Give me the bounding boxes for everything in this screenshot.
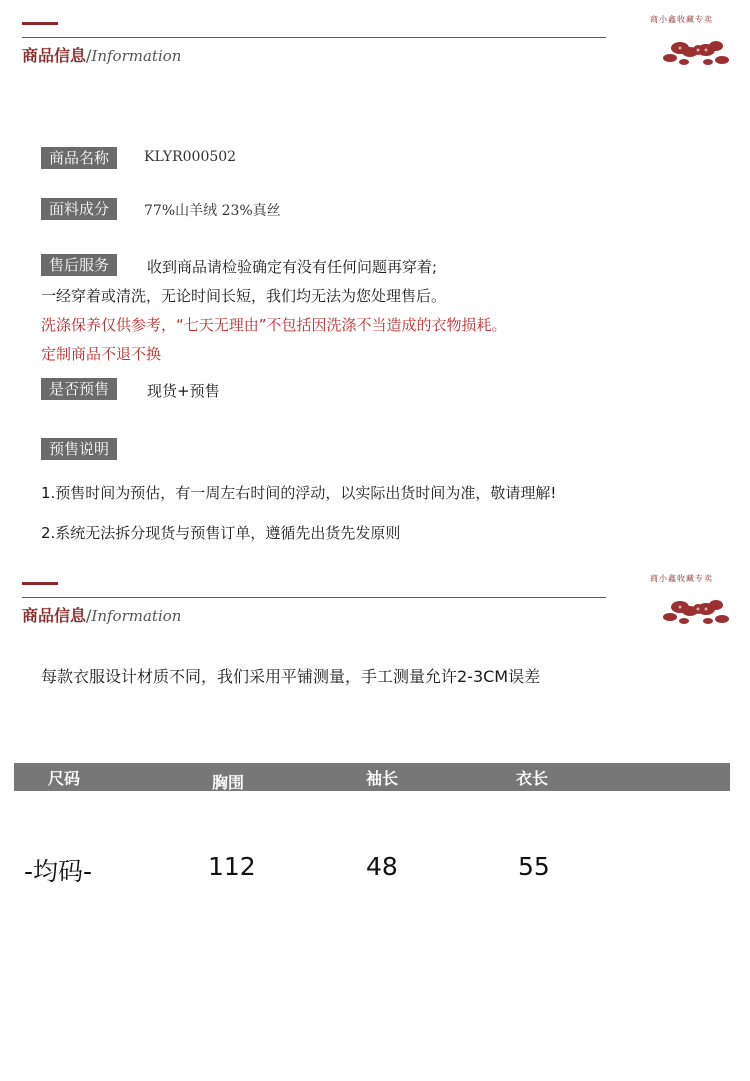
section1-accent-bar	[22, 22, 58, 25]
section1-title-slash: /	[86, 46, 92, 65]
section2-subtitle: Information	[91, 607, 182, 625]
after-sale-label: 售后服务	[41, 254, 117, 276]
size-row-chest: 112	[208, 852, 256, 881]
section2-seal-logo	[650, 573, 738, 629]
product-name-value: KLYR000502	[144, 149, 237, 165]
after-sale-line-3: 洗涤保养仅供参考，“七天无理由”不包括因洗涤不当造成的衣物损耗。	[41, 316, 507, 334]
presale-note-1: 1.预售时间为预估，有一周左右时间的浮动，以实际出货时间为准，敬请理解!	[41, 484, 557, 502]
presale-note-2: 2.系统无法拆分现货与预售订单，遵循先出货先发原则	[41, 524, 401, 542]
section1-subtitle: Information	[91, 47, 182, 65]
section2-title	[22, 603, 181, 626]
size-header-chest: 胸围	[212, 773, 245, 792]
size-header-size: 尺码	[48, 769, 81, 788]
section1-seal-logo	[650, 14, 738, 70]
section2-accent-bar	[22, 582, 58, 585]
section2-seal-text: 商小鑫收藏专卖	[650, 574, 713, 583]
size-header-sleeve: 袖长	[366, 769, 399, 788]
size-row-size: -均码-	[24, 857, 93, 886]
fabric-value: 77%山羊绒 23%真丝	[144, 203, 281, 219]
size-row-length: 55	[518, 852, 550, 881]
size-table-header	[14, 763, 730, 791]
after-sale-line-2: 一经穿着或清洗，无论时间长短，我们均无法为您处理售后。	[41, 287, 447, 305]
section1-title	[22, 43, 181, 66]
after-sale-line-4: 定制商品不退不换	[41, 345, 162, 363]
size-row-sleeve: 48	[366, 852, 398, 881]
section1-title-text: 商品信息	[22, 46, 87, 65]
size-header-length: 衣长	[516, 769, 549, 788]
section1-seal-text: 商小鑫收藏专卖	[650, 15, 713, 24]
presale-note-label: 预售说明	[41, 438, 117, 460]
measurement-note: 每款衣服设计材质不同，我们采用平铺测量，手工测量允许2-3CM误差	[41, 667, 541, 686]
presale-value: 现货+预售	[147, 382, 220, 400]
fabric-label: 面料成分	[41, 198, 117, 220]
product-name-label: 商品名称	[41, 147, 117, 169]
after-sale-line-1: 收到商品请检验确定有没有任何问题再穿着;	[147, 258, 438, 276]
section1-divider	[22, 37, 606, 38]
presale-label: 是否预售	[41, 378, 117, 400]
section2-title-text: 商品信息	[22, 606, 87, 625]
section2-title-slash: /	[86, 606, 92, 625]
section2-divider	[22, 597, 606, 598]
